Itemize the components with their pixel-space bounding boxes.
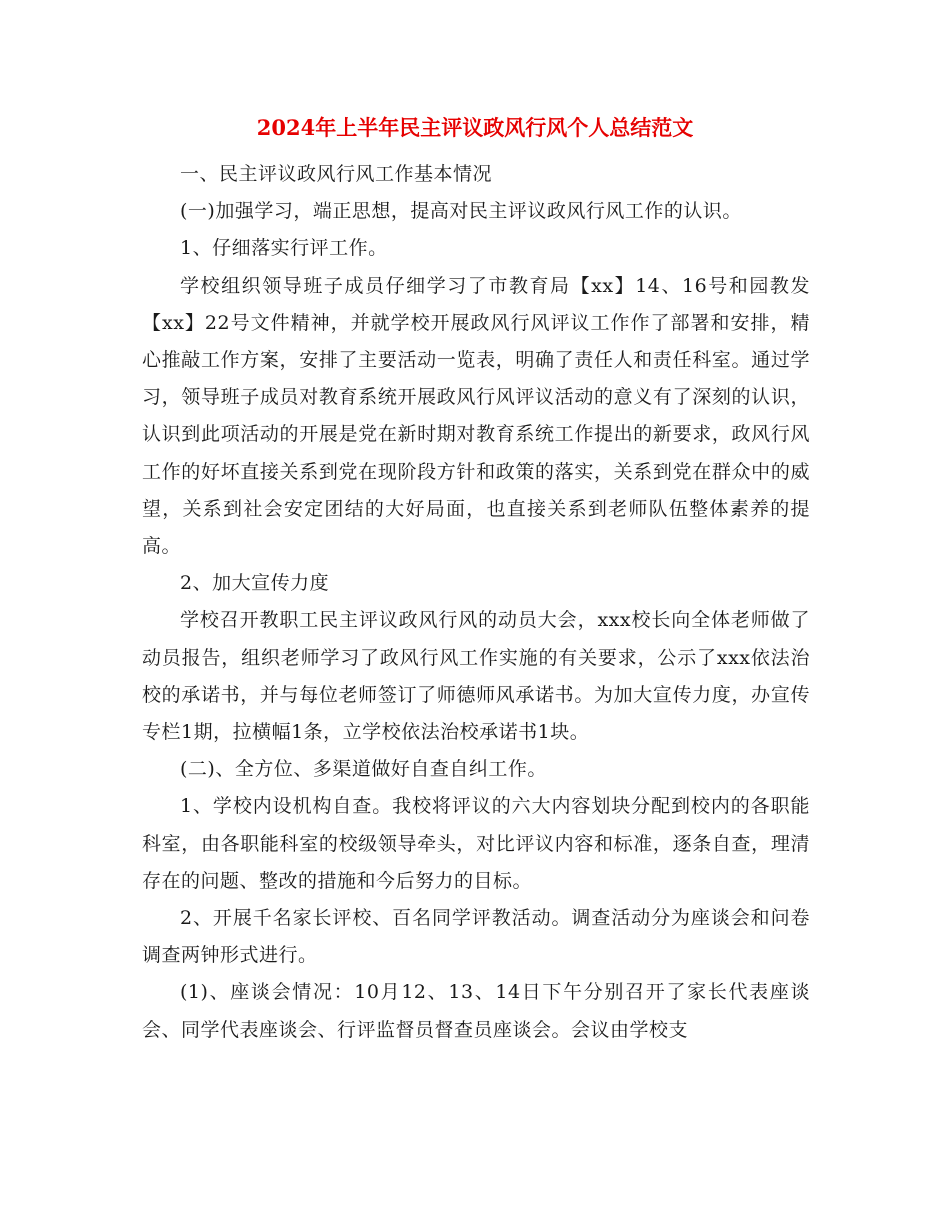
body-paragraph: 学校召开教职工民主评议政风行风的动员大会，xxx校长向全体老师做了动员报告，组织老师学习了政风行风工作实施的有关要求，公示了xxx依法治校的承诺书，并与每位老师签订了师德师风承诺书。为加大宣传力度，办宣传专栏1期，拉横幅1条，立学校依法治校承诺书1块。	[142, 609, 810, 744]
document-body	[142, 156, 810, 1049]
item-heading-1: 1、仔细落实行评工作。	[180, 237, 388, 260]
section-heading-1: 一、民主评议政风行风工作基本情况	[180, 163, 493, 185]
body-paragraph: 2、开展千名家长评校、百名同学评教活动。调查活动分为座谈会和问卷调查两钟形式进行。	[142, 907, 810, 967]
body-paragraph: (1)、座谈会情况：10月12、13、14日下午分别召开了家长代表座谈会、同学代表座谈会、行评监督员督查员座谈会。会议由学校支	[142, 981, 810, 1041]
body-paragraph: 1、学校内设机构自查。我校将评议的六大内容划块分配到校内的各职能科室，由各职能科室的校级领导牵头，对比评议内容和标准，逐条自查，理清存在的问题、整改的措施和今后努力的目标。	[142, 795, 810, 892]
subsection-heading-1: (一)加强学习，端正思想，提高对民主评议政风行风工作的认识。	[180, 200, 742, 223]
subsection-heading-2: (二)、全方位、多渠道做好自查自纠工作。	[180, 758, 547, 781]
item-heading-2: 2、加大宣传力度	[180, 572, 330, 595]
body-paragraph: 学校组织领导班子成员仔细学习了市教育局【xx】14、16号和园教发【xx】22号文件精神，并就学校开展政风行风评议工作作了部署和安排，精心推敲工作方案，安排了主要活动一览表，明确了责任人和责任科室。通过学习，领导班子成员对教育系统开展政风行风评议活动的意义有了深刻的认识，认识到此项活动的开展是党在新时期对教育系统工作提出的新要求，政风行风工作的好坏直接关系到党在现阶段方针和政策的落实，关系到党在群众中的威望，关系到社会安定团结的大好局面，也直接关系到老师队伍整体素养的提高。	[142, 274, 810, 558]
document-title: 2024年上半年民主评议政风行风个人总结范文	[256, 115, 694, 140]
